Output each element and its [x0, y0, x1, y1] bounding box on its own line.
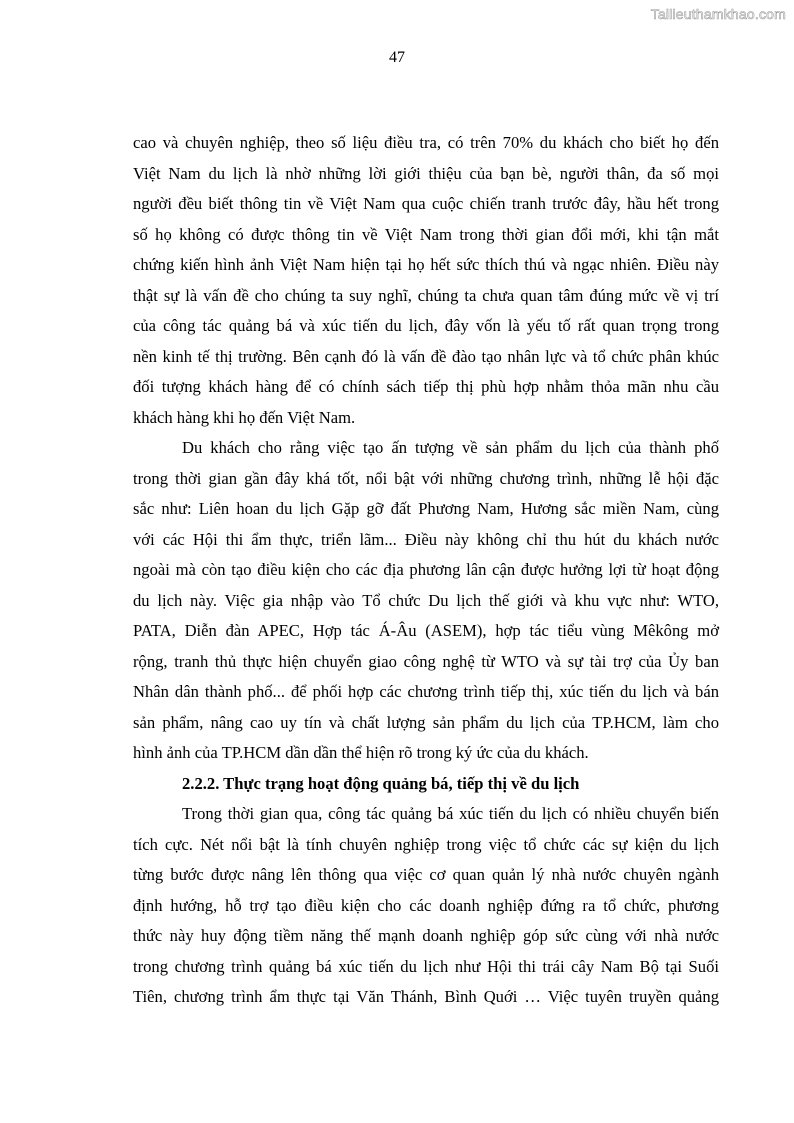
- text-line: ngoài mà còn tạo điều kiện cho các địa phương lân cận được hưởng lợi từ hoạt động: [133, 560, 719, 579]
- text-line: Trong thời gian qua, công tác quảng bá xúc tiến du lịch có nhiều chuyển biến: [182, 804, 719, 823]
- text-line: Tiên, chương trình ẩm thực tại Văn Thánh, Bình Quới … Việc tuyên truyền quảng: [133, 987, 719, 1006]
- text-line: PATA, Diễn đàn APEC, Hợp tác Á-Âu (ASEM), hợp tác tiểu vùng Mêkông mở: [133, 621, 719, 640]
- text-line: chứng kiến hình ảnh Việt Nam hiện tại họ hết sức thích thú và ngạc nhiên. Điều này: [133, 255, 719, 274]
- text-line: Du khách cho rằng việc tạo ấn tượng về sản phẩm du lịch của thành phố: [182, 438, 719, 457]
- text-line: nền kinh tế thị trường. Bên cạnh đó là vấn đề đào tạo nhân lực và tổ chức phân khúc: [133, 346, 719, 366]
- text-line: tích cực. Nét nổi bật là tính chuyên nghiệp trong việc tổ chức các sự kiện du lịch: [133, 834, 719, 854]
- paragraph: [133, 799, 719, 1013]
- text-line: định hướng, hỗ trợ tạo điều kiện cho các doanh nghiệp đứng ra tổ chức, phương: [133, 895, 719, 915]
- text-line: hình ảnh của TP.HCM dần dần thể hiện rõ trong ký ức của du khách.: [133, 743, 589, 762]
- section-heading: 2.2.2. Thực trạng hoạt động quảng bá, tiếp thị về du lịch: [182, 773, 580, 793]
- text-line: sắc như: Liên hoan du lịch Gặp gỡ đất Phương Nam, Hương sắc miền Nam, cùng: [133, 499, 719, 518]
- watermark: Tailieuthamkhao.com: [650, 6, 786, 22]
- text-line: của công tác quảng bá và xúc tiến du lịch, đây vốn là yếu tố rất quan trọng trong: [133, 316, 719, 335]
- text-line: người đều biết thông tin về Việt Nam qua cuộc chiến tranh trước đây, hầu hết trong: [133, 194, 719, 213]
- text-line: thức này huy động tiềm năng thế mạnh doanh nghiệp góp sức cùng với nhà nước: [133, 926, 719, 945]
- text-line: rộng, tranh thủ thực hiện chuyển giao công nghệ từ WTO và sự tài trợ của Ủy ban: [133, 651, 719, 671]
- text-line: khách hàng khi họ đến Việt Nam.: [133, 407, 356, 427]
- page-number: 47: [389, 49, 405, 66]
- document-body: [133, 128, 719, 1013]
- text-line: đối tượng khách hàng để có chính sách tiếp thị phù hợp nhằm thỏa mãn nhu cầu: [133, 377, 719, 396]
- text-line: từng bước được nâng lên thông qua việc cơ quan quản lý nhà nước chuyên ngành: [133, 865, 719, 884]
- text-line: Việt Nam du lịch là nhờ những lời giới thiệu của bạn bè, người thân, đa số mọi: [133, 163, 719, 183]
- paragraph: [133, 433, 719, 769]
- text-line: với các Hội thi ẩm thực, triển lãm... Điều này không chỉ thu hút du khách nước: [133, 529, 719, 549]
- text-line: cao và chuyên nghiệp, theo số liệu điều tra, có trên 70% du khách cho biết họ đến: [133, 133, 719, 152]
- text-line: thật sự là vấn đề cho chúng ta suy nghĩ, chúng ta chưa quan tâm đúng mức về vị trí: [133, 285, 719, 305]
- text-line: trong thời gian gần đây khá tốt, nổi bật với những chương trình, những lễ hội đặc: [133, 468, 719, 488]
- text-line: Nhân dân thành phố... để phối hợp các chương trình tiếp thị, xúc tiến du lịch và bán: [133, 682, 719, 701]
- text-line: số họ không có được thông tin về Việt Nam trong thời gian đổi mới, khi tận mắt: [133, 224, 719, 244]
- text-line: sản phẩm, nâng cao uy tín và chất lượng sản phẩm du lịch của TP.HCM, làm cho: [133, 712, 719, 732]
- text-line: trong chương trình quảng bá xúc tiến du lịch như Hội thi trái cây Nam Bộ tại Suối: [133, 956, 719, 976]
- text-line: du lịch này. Việc gia nhập vào Tổ chức Du lịch thế giới và khu vực như: WTO,: [133, 590, 719, 610]
- paragraph: [133, 128, 719, 433]
